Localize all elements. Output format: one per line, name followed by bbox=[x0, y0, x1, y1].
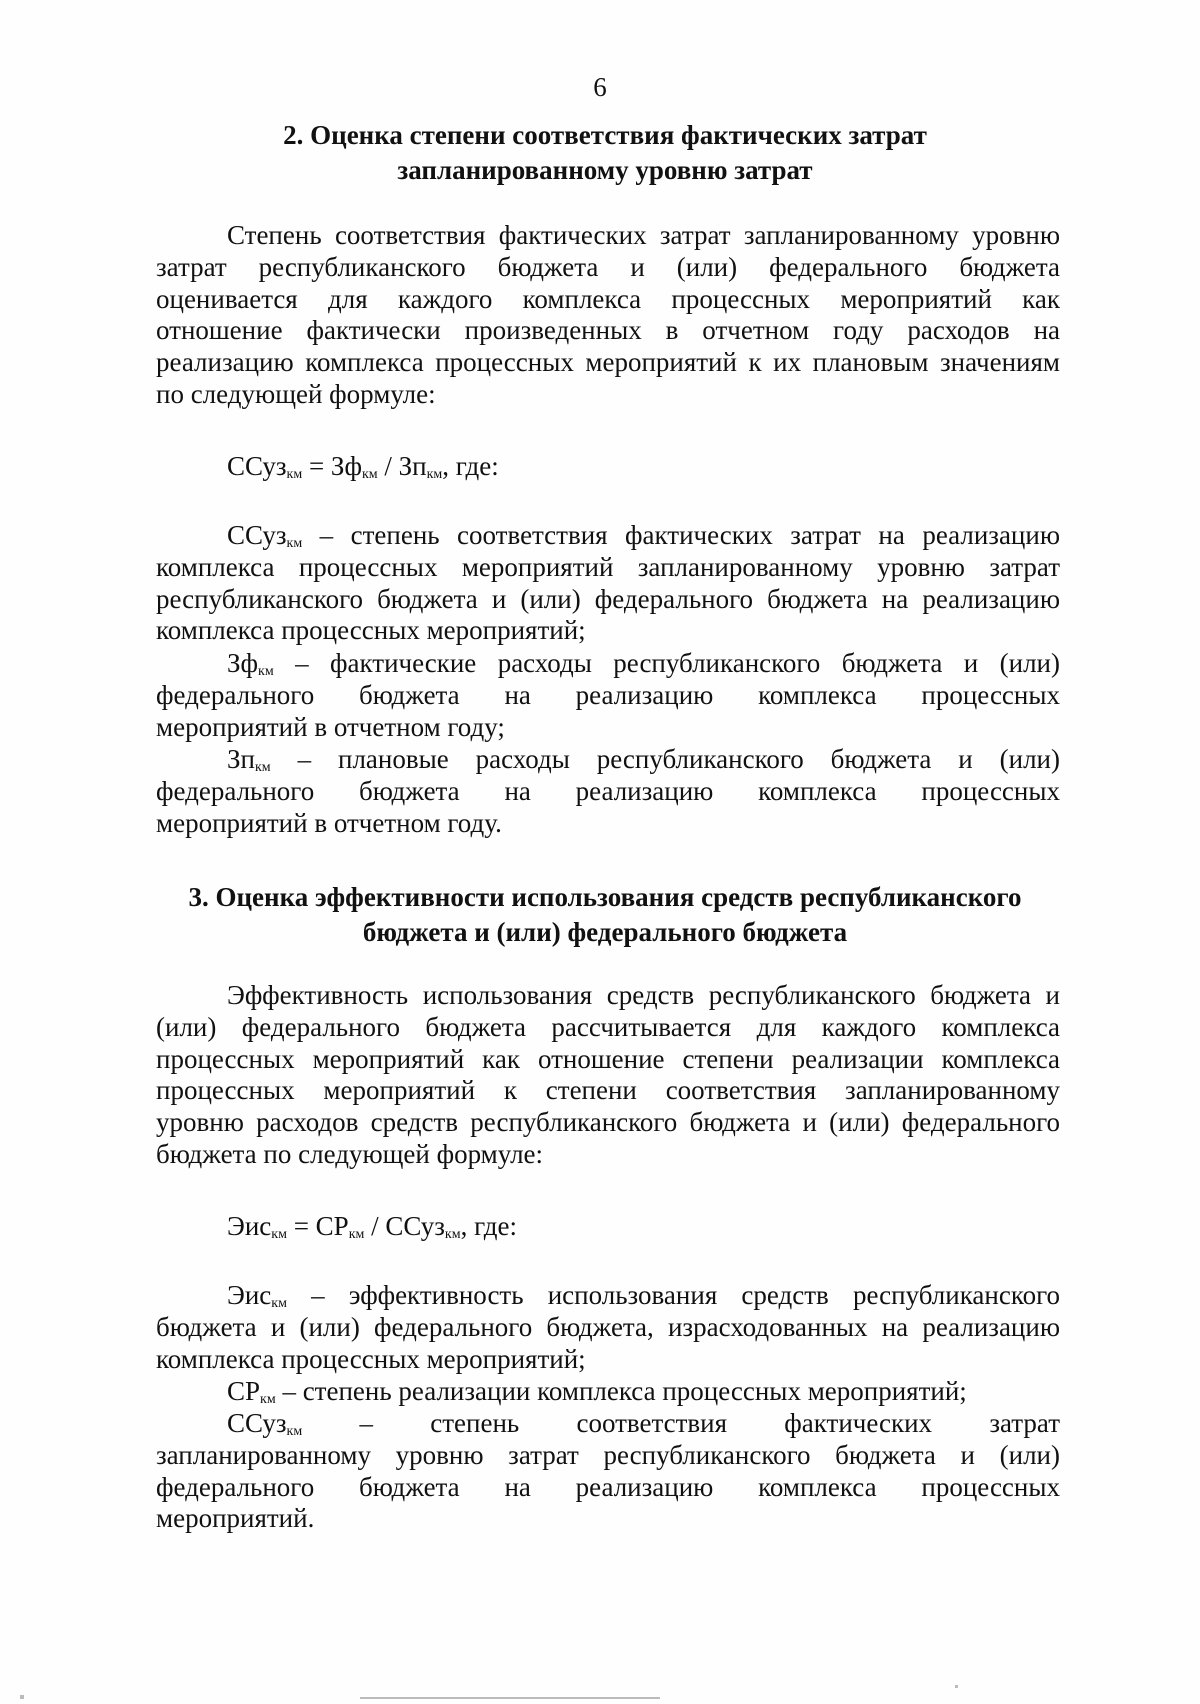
formula-symbol: = СР bbox=[286, 1211, 349, 1241]
definition-symbol: ССуз bbox=[227, 520, 287, 550]
definition-text: – степень реализации комплекса процессных мероприятий; bbox=[275, 1376, 967, 1406]
definition-subscript: км bbox=[258, 664, 274, 679]
paragraph-line: мероприятий в отчетном году; bbox=[156, 711, 505, 742]
definition-symbol: Зф bbox=[227, 648, 259, 678]
formula-tail: , где: bbox=[460, 1211, 518, 1241]
definition-text: – степень соответствия фактических затрат на реализацию bbox=[302, 520, 1060, 550]
scan-artifact bbox=[360, 1697, 660, 1699]
section-3-definition-1 bbox=[156, 1280, 1060, 1375]
paragraph-line: оценивается для каждого комплекса процессных мероприятий как bbox=[156, 283, 1060, 314]
formula-subscript: км bbox=[348, 1227, 365, 1242]
formula-subscript: км bbox=[426, 467, 443, 482]
definition-symbol: Эис bbox=[227, 1280, 272, 1310]
paragraph-line: республиканского бюджета и (или) федерального бюджета на реализацию bbox=[156, 583, 1060, 614]
section-2-heading-line-2: запланированному уровню затрат bbox=[397, 155, 813, 185]
paragraph-line bbox=[156, 744, 1060, 776]
definition-text: – плановые расходы республиканского бюджета и (или) bbox=[270, 744, 1060, 774]
formula-symbol: = Зф bbox=[302, 451, 362, 481]
paragraph-line: мероприятий. bbox=[156, 1503, 315, 1534]
definition-subscript: км bbox=[260, 1392, 276, 1407]
paragraph-line: запланированному уровню затрат республиканского бюджета и (или) bbox=[156, 1439, 1060, 1470]
definition-symbol: ССуз bbox=[227, 1408, 287, 1438]
paragraph-line: процессных мероприятий к степени соответствия запланированному bbox=[156, 1075, 1060, 1106]
definition-subscript: км bbox=[271, 1296, 287, 1311]
definition-subscript: км bbox=[254, 760, 271, 775]
paragraph-line bbox=[156, 648, 1060, 680]
formula-subscript: км bbox=[361, 467, 378, 482]
section-2-formula bbox=[227, 450, 499, 482]
scan-artifact bbox=[20, 1695, 24, 1699]
formula-tail: , где: bbox=[442, 451, 499, 481]
section-2-intro-paragraph bbox=[156, 220, 1060, 411]
formula-subscript: км bbox=[444, 1227, 461, 1242]
paragraph-line: комплекса процессных мероприятий; bbox=[156, 1343, 586, 1374]
paragraph-line: мероприятий в отчетном году. bbox=[156, 807, 502, 838]
paragraph-line: федерального бюджета на реализацию комплекса процессных bbox=[156, 775, 1060, 806]
formula-symbol: Эис bbox=[227, 1211, 272, 1241]
definition-symbol: Зп bbox=[227, 744, 255, 774]
paragraph-line: федерального бюджета на реализацию комплекса процессных bbox=[156, 679, 1060, 710]
page-number: 6 bbox=[593, 72, 607, 102]
section-2-definition-2 bbox=[156, 648, 1060, 743]
section-3-definition-2 bbox=[156, 1376, 1060, 1408]
paragraph-line bbox=[156, 1376, 1060, 1408]
definition-text: – степень соответствия фактических затрат bbox=[302, 1408, 1060, 1438]
paragraph-line: (или) федерального бюджета рассчитывается для каждого комплекса bbox=[156, 1011, 1060, 1042]
section-3-heading bbox=[150, 880, 1060, 950]
section-3-heading-line-2: бюджета и (или) федерального бюджета bbox=[362, 917, 848, 947]
section-2-heading bbox=[150, 118, 1060, 188]
formula-symbol: ССуз bbox=[227, 451, 287, 481]
paragraph-line: уровню расходов средств республиканского бюджета и (или) федерального bbox=[156, 1107, 1060, 1138]
paragraph-line: реализацию комплекса процессных мероприятий к их плановым значениям bbox=[156, 347, 1060, 378]
section-3-heading-line-1: 3. Оценка эффективности использования средств республиканского bbox=[188, 882, 1022, 912]
paragraph-line: Степень соответствия фактических затрат запланированному уровню bbox=[227, 220, 1060, 250]
paragraph-line: бюджета по следующей формуле: bbox=[156, 1138, 544, 1169]
paragraph-line: затрат республиканского бюджета и (или) федерального бюджета bbox=[156, 251, 1060, 282]
paragraph-line: комплекса процессных мероприятий; bbox=[156, 615, 586, 646]
paragraph-line: бюджета и (или) федерального бюджета, израсходованных на реализацию bbox=[156, 1311, 1060, 1342]
section-3-definition-3 bbox=[156, 1408, 1060, 1535]
paragraph-line: федерального бюджета на реализацию комплекса процессных bbox=[156, 1471, 1060, 1502]
paragraph-line: процессных мероприятий как отношение степени реализации комплекса bbox=[156, 1043, 1060, 1074]
formula-symbol: / ССуз bbox=[364, 1211, 445, 1241]
section-3-intro-paragraph bbox=[156, 980, 1060, 1171]
paragraph-line: Эффективность использования средств республиканского бюджета и bbox=[227, 980, 1060, 1010]
section-2-heading-line-1: 2. Оценка степени соответствия фактических затрат bbox=[283, 120, 927, 150]
scan-artifact bbox=[955, 1685, 958, 1688]
paragraph-line bbox=[156, 1408, 1060, 1440]
definition-symbol: СР bbox=[227, 1376, 261, 1406]
paragraph-line bbox=[156, 520, 1060, 552]
paragraph-line: отношение фактически произведенных в отчетном году расходов на bbox=[156, 315, 1060, 346]
definition-text: – фактические расходы республиканского бюджета и (или) bbox=[273, 648, 1060, 678]
paragraph-line: комплекса процессных мероприятий запланированному уровню затрат bbox=[156, 551, 1060, 582]
formula-subscript: км bbox=[271, 1227, 287, 1242]
definition-text: – эффективность использования средств республиканского bbox=[286, 1280, 1060, 1310]
section-3-formula bbox=[227, 1210, 517, 1242]
formula-symbol: / Зп bbox=[377, 451, 427, 481]
paragraph-line: по следующей формуле: bbox=[156, 378, 436, 409]
formula-subscript: км bbox=[286, 467, 303, 482]
section-2-definition-3 bbox=[156, 744, 1060, 839]
definition-subscript: км bbox=[286, 1424, 303, 1439]
section-2-definition-1 bbox=[156, 520, 1060, 647]
paragraph-line bbox=[156, 1280, 1060, 1312]
definition-subscript: км bbox=[286, 536, 303, 551]
